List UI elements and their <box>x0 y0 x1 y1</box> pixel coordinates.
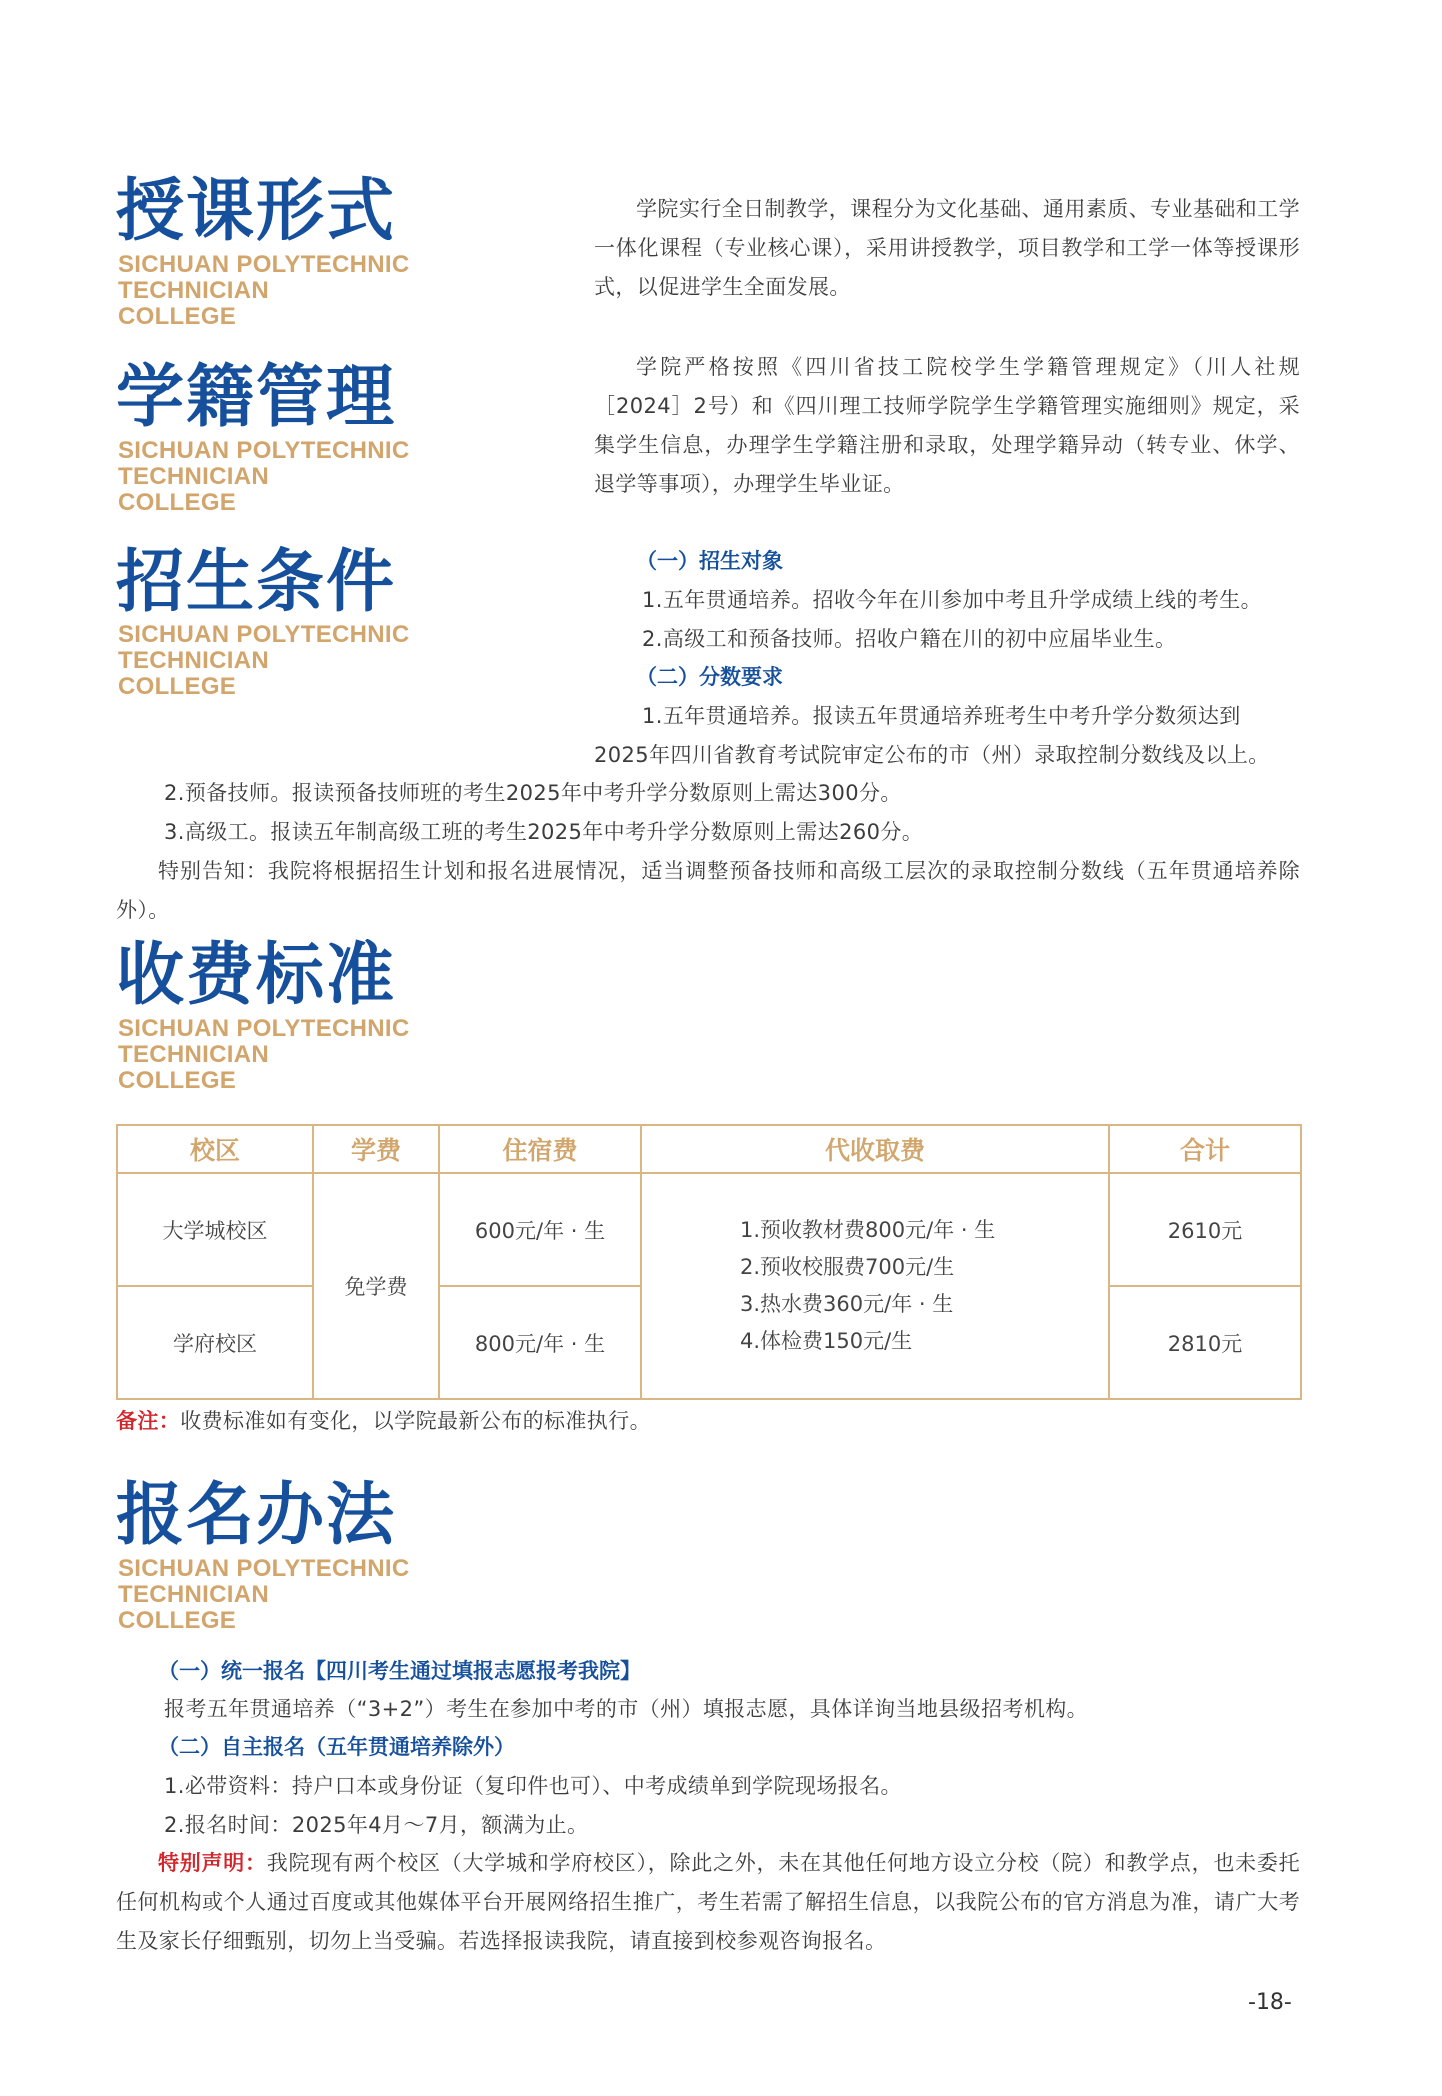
header-total: 合计 <box>1109 1125 1301 1173</box>
registry-text: 学院严格按照《四川省技工院校学生学籍管理规定》（川人社规［2024］2号）和《四川理工技师学院学生学籍管理实施细则》规定，采集学生信息，办理学生学籍注册和录取，处理学籍异动（转专业、休学、退学等事项），办理学生毕业证。 <box>594 355 1300 496</box>
admission-target-1: 1.五年贯通培养。招收今年在川参加中考且升学成绩上线的考生。 <box>642 588 1263 612</box>
english-line: COLLEGE <box>118 303 237 330</box>
apply-statement-text: 我院现有两个校区（大学城和学府校区），除此之外，未在其他任何地方设立分校（院）和教学点，也未委托任何机构或个人通过百度或其他媒体平台开展网络招生推广，考生若需了解招生信息，以我院公布的官方消息为准，请广大考生及家长仔细甄别，切勿上当受骗。若选择报读我院，请直接到校参观咨询报名。 <box>116 1851 1300 1953</box>
english-subtitle-teaching <box>118 252 438 330</box>
fee-note-label: 备注： <box>116 1409 181 1433</box>
section-title-fees: 收费标准 <box>116 936 397 1015</box>
admission-subheading-target: （一）招生对象 <box>636 549 783 573</box>
english-line: COLLEGE <box>118 489 237 516</box>
section-title-teaching: 授课形式 <box>116 172 397 251</box>
admission-score-1a: 1.五年贯通培养。报读五年贯通培养班考生中考升学分数须达到 <box>642 704 1241 728</box>
collected-fee-item: 2.预收校服费700元/生 <box>740 1255 955 1280</box>
header-dorm: 住宿费 <box>439 1125 641 1173</box>
apply-subheading-self: （二）自主报名（五年贯通培养除外） <box>158 1735 515 1759</box>
english-line: TECHNICIAN <box>118 277 269 304</box>
section-title-apply: 报名办法 <box>116 1476 397 1555</box>
collected-fee-item: 1.预收教材费800元/年 · 生 <box>740 1218 996 1243</box>
admission-score-2: 2.预备技师。报读预备技师班的考生2025年中考升学分数原则上需达300分。 <box>164 781 902 805</box>
english-subtitle-apply <box>118 1556 438 1634</box>
english-line: TECHNICIAN <box>118 1581 269 1608</box>
cell-campus: 大学城校区 <box>117 1173 313 1286</box>
english-subtitle-fees <box>118 1016 438 1094</box>
collected-fee-item: 4.体检费150元/生 <box>740 1329 913 1354</box>
admission-notice: 特别告知：我院将根据招生计划和报名进展情况，适当调整预备技师和高级工层次的录取控制分数线（五年贯通培养除外）。 <box>116 859 1300 922</box>
english-line: TECHNICIAN <box>118 1041 269 1068</box>
page-number: -18- <box>1248 1990 1292 2015</box>
fee-table <box>116 1124 1302 1400</box>
admission-score-3: 3.高级工。报读五年制高级工班的考生2025年中考升学分数原则上需达260分。 <box>164 820 924 844</box>
cell-tuition: 免学费 <box>313 1173 439 1399</box>
cell-dorm: 800元/年 · 生 <box>439 1286 641 1399</box>
english-line: SICHUAN POLYTECHNIC <box>118 437 410 464</box>
english-line: SICHUAN POLYTECHNIC <box>118 251 410 278</box>
apply-statement-label: 特别声明： <box>158 1851 267 1875</box>
admission-target-2: 2.高级工和预备技师。招收户籍在川的初中应届毕业生。 <box>642 627 1177 651</box>
admission-score-1b: 2025年四川省教育考试院审定公布的市（州）录取控制分数线及以上。 <box>594 743 1270 767</box>
teaching-text: 学院实行全日制教学，课程分为文化基础、通用素质、专业基础和工学一体化课程（专业核心课），采用讲授教学，项目教学和工学一体等授课形式，以促进学生全面发展。 <box>594 197 1300 299</box>
apply-subheading-unified: （一）统一报名【四川考生通过填报志愿报考我院】 <box>158 1659 641 1683</box>
english-line: TECHNICIAN <box>118 463 269 490</box>
table-row <box>117 1173 1301 1286</box>
cell-dorm: 600元/年 · 生 <box>439 1173 641 1286</box>
cell-collected-fees <box>641 1173 1109 1399</box>
english-line: SICHUAN POLYTECHNIC <box>118 1015 410 1042</box>
english-subtitle-admission <box>118 622 438 700</box>
apply-line-time: 2.报名时间：2025年4月～7月，额满为止。 <box>164 1813 589 1837</box>
apply-line-unified: 报考五年贯通培养（“3+2”）考生在参加中考的市（州）填报志愿，具体详询当地县级招考机构。 <box>164 1697 1089 1721</box>
apply-statement <box>116 1844 1300 1961</box>
english-line: COLLEGE <box>118 1067 237 1094</box>
header-collected: 代收取费 <box>641 1125 1109 1173</box>
english-line: SICHUAN POLYTECHNIC <box>118 621 410 648</box>
fee-note <box>116 1402 651 1441</box>
english-subtitle-registry <box>118 438 438 516</box>
english-line: SICHUAN POLYTECHNIC <box>118 1555 410 1582</box>
cell-total: 2810元 <box>1109 1286 1301 1399</box>
section-title-admission: 招生条件 <box>116 543 397 622</box>
apply-line-materials: 1.必带资料：持户口本或身份证（复印件也可）、中考成绩单到学院现场报名。 <box>164 1774 902 1798</box>
english-line: TECHNICIAN <box>118 647 269 674</box>
admission-subheading-score: （二）分数要求 <box>636 665 783 689</box>
cell-total: 2610元 <box>1109 1173 1301 1286</box>
english-line: COLLEGE <box>118 673 237 700</box>
cell-campus: 学府校区 <box>117 1286 313 1399</box>
section-title-registry: 学籍管理 <box>116 358 397 437</box>
header-tuition: 学费 <box>313 1125 439 1173</box>
fee-table-header <box>117 1125 1301 1173</box>
english-line: COLLEGE <box>118 1607 237 1634</box>
fee-note-text: 收费标准如有变化，以学院最新公布的标准执行。 <box>180 1409 652 1433</box>
collected-fee-item: 3.热水费360元/年 · 生 <box>740 1292 954 1317</box>
header-campus: 校区 <box>117 1125 313 1173</box>
